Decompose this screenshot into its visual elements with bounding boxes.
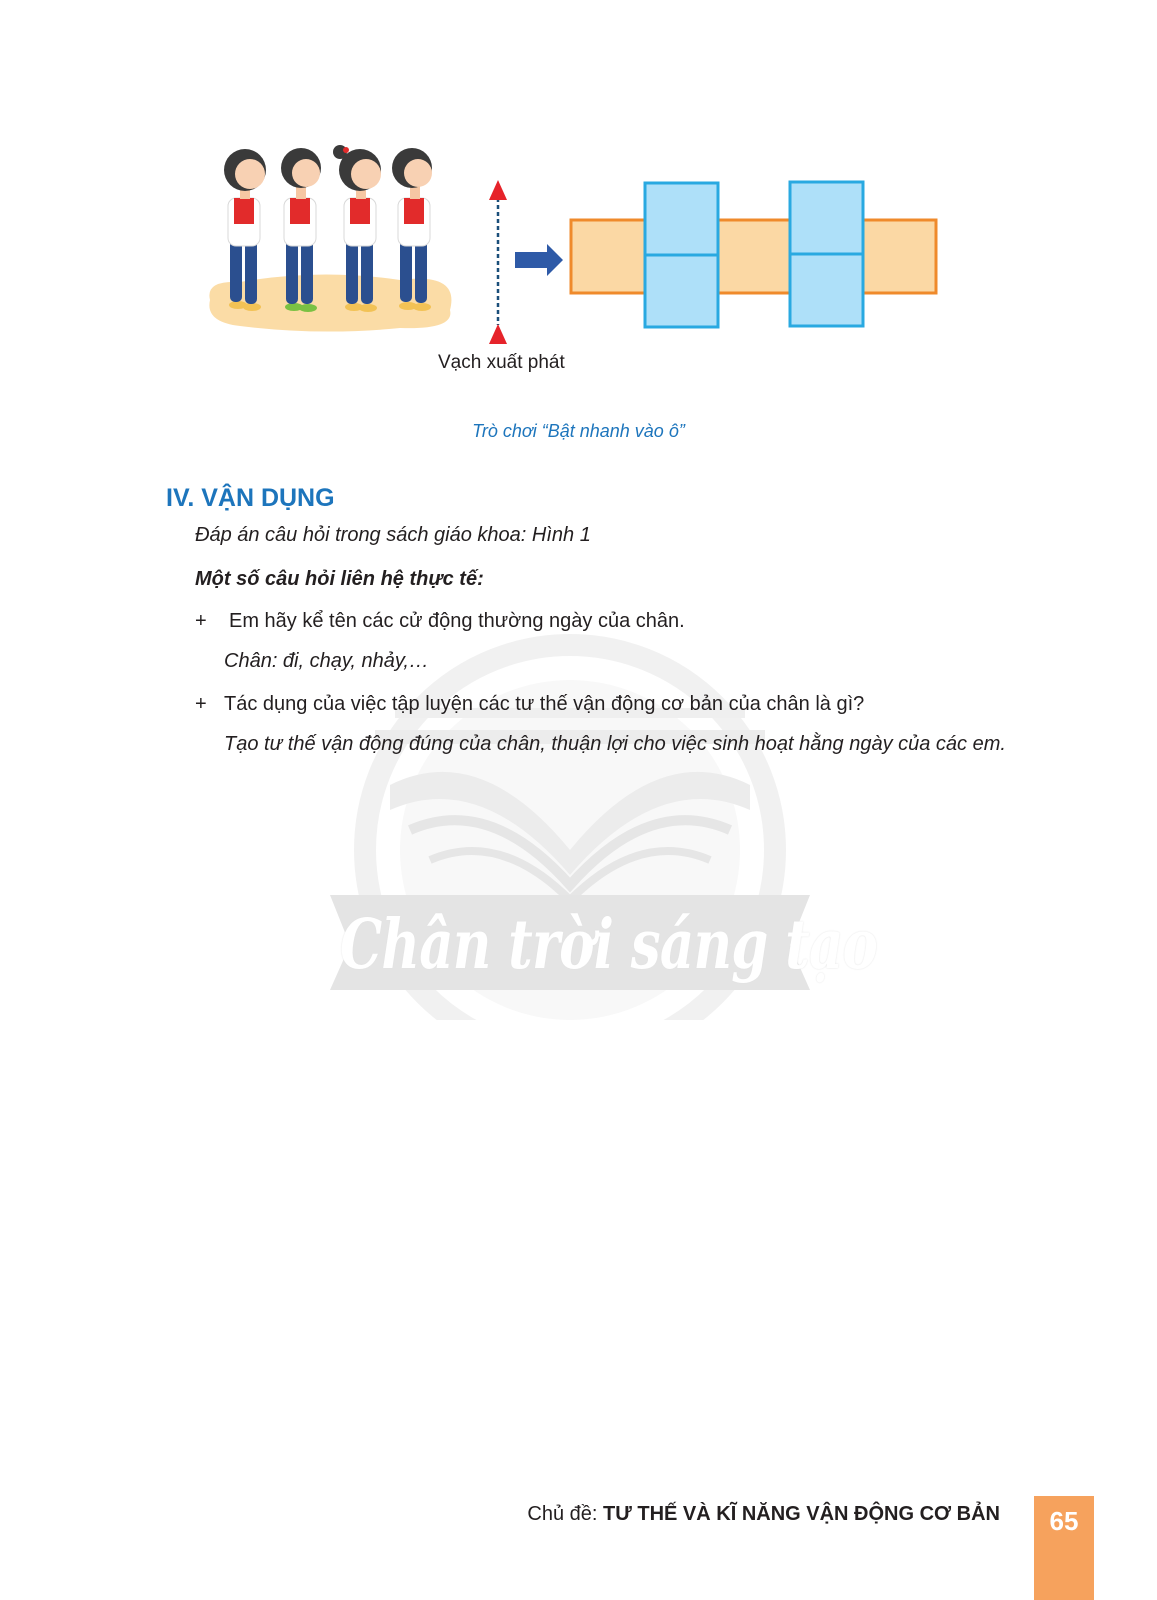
bullet-1: + [195, 610, 207, 632]
direction-arrow [515, 244, 563, 276]
footer-topic-title: TƯ THẾ VÀ KĨ NĂNG VẬN ĐỘNG CƠ BẢN [603, 1503, 1000, 1525]
page-number-tab [1034, 1496, 1094, 1600]
page-number: 65 [1049, 1506, 1079, 1536]
figure-caption: Trò chơi “Bật nhanh vào ô” [472, 421, 685, 441]
start-line-marker [489, 180, 507, 344]
game-illustration [200, 140, 960, 390]
bullet-2: + [195, 693, 207, 715]
answer-1: Chân: đi, chạy, nhảy,… [224, 650, 429, 672]
answer-line: Đáp án câu hỏi trong sách giáo khoa: Hình 1 [195, 524, 591, 546]
jump-box-2-bottom [790, 254, 863, 326]
jump-box-1-bottom [645, 255, 718, 327]
question-2: Tác dụng của việc tập luyện các tư thế vận động cơ bản của chân là gì? [224, 693, 865, 715]
footer-topic [527, 1503, 1000, 1526]
section-title: IV. VẬN DỤNG [166, 484, 335, 512]
watermark-text: Chân trời sáng tạo [340, 905, 878, 985]
questions-heading: Một số câu hỏi liên hệ thực tế: [195, 568, 484, 590]
answer-2: Tạo tư thế vận động đúng của chân, thuận lợi cho việc sinh hoạt hằng ngày của các em. [224, 733, 1006, 755]
footer-topic-prefix: Chủ đề: [527, 1503, 598, 1525]
jump-box-1-top [645, 183, 718, 255]
start-line-label: Vạch xuất phát [438, 352, 565, 373]
jump-box-2-top [790, 182, 863, 254]
question-1: Em hãy kể tên các cử động thường ngày của chân. [229, 610, 685, 632]
track-bar [571, 220, 936, 293]
